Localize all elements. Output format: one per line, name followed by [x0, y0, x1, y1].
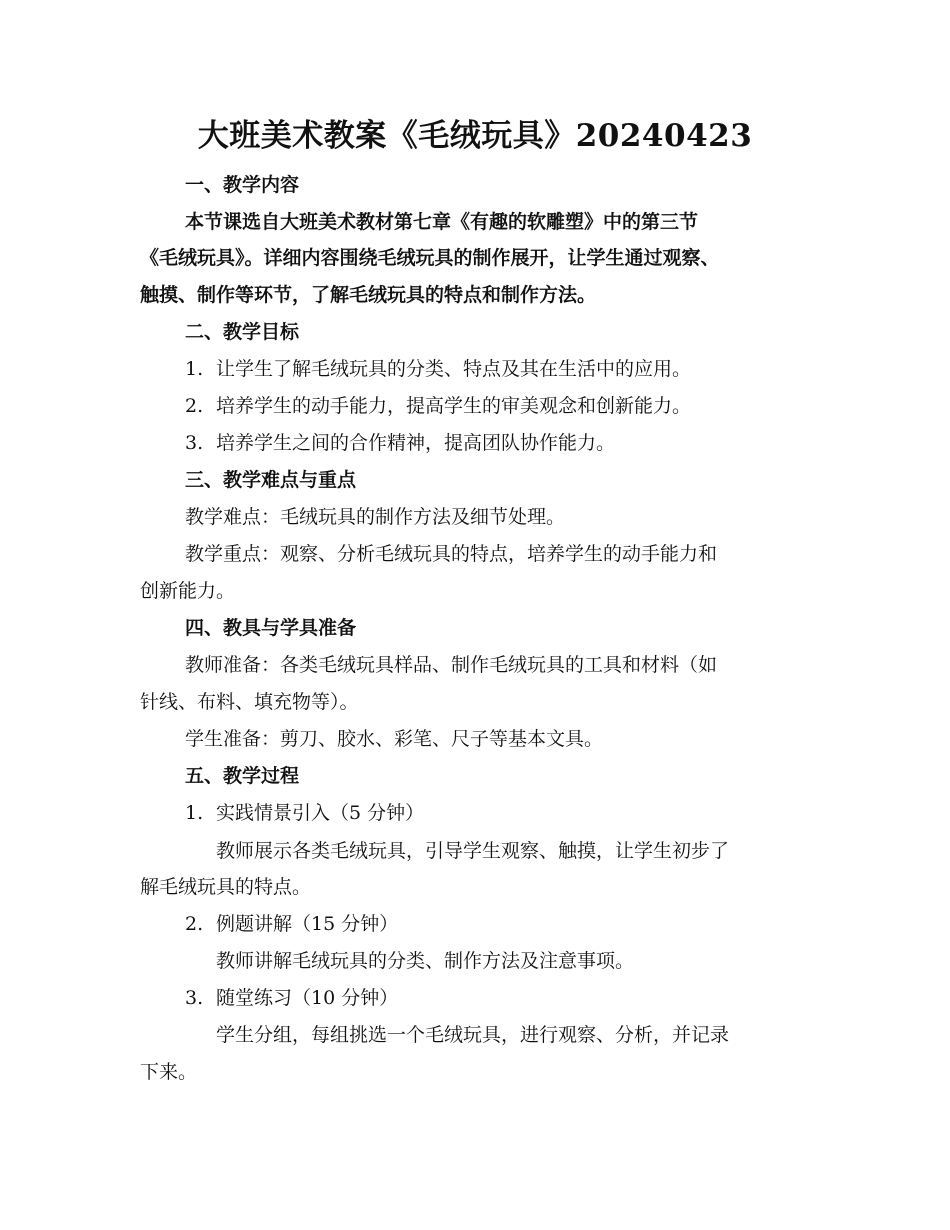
step-description-line: 下来。	[140, 1061, 198, 1083]
difficulty-paragraph: 教学难点：毛绒玩具的制作方法及细节处理。	[185, 506, 566, 528]
step-description-line: 解毛绒玩具的特点。	[140, 876, 312, 898]
step-description-line: 学生分组，每组挑选一个毛绒玩具，进行观察、分析，并记录	[216, 1024, 730, 1046]
document-title: 大班美术教案《毛绒玩具》20240423	[197, 118, 753, 154]
goal-number: 2.	[185, 395, 204, 417]
goal-item: 让学生了解毛绒玩具的分类、特点及其在生活中的应用。	[216, 358, 692, 380]
content-paragraph-line: 触摸、制作等环节，了解毛绒玩具的特点和制作方法。	[140, 284, 597, 306]
step-number: 1.	[185, 802, 204, 824]
goal-number: 3.	[185, 432, 204, 454]
content-paragraph-line: 《毛绒玩具》。详细内容围绕毛绒玩具的制作展开，让学生通过观察、	[140, 247, 720, 269]
goal-item: 培养学生之间的合作精神，提高团队协作能力。	[216, 432, 616, 454]
step-number: 3.	[185, 987, 204, 1009]
section-heading-goals: 二、教学目标	[185, 321, 300, 343]
step-number: 2.	[185, 913, 204, 935]
section-heading-prep: 四、教具与学具准备	[185, 617, 357, 639]
section-heading-content: 一、教学内容	[185, 174, 300, 196]
section-heading-difficulties: 三、教学难点与重点	[185, 469, 357, 491]
step-title: 随堂练习（10 分钟）	[216, 987, 399, 1009]
content-paragraph-line: 本节课选自大班美术教材第七章《有趣的软雕塑》中的第三节	[185, 211, 699, 233]
goal-item: 培养学生的动手能力，提高学生的审美观念和创新能力。	[216, 395, 692, 417]
section-heading-process: 五、教学过程	[185, 765, 300, 787]
teacher-prep-line: 针线、布料、填充物等）。	[140, 691, 359, 713]
step-title: 例题讲解（15 分钟）	[216, 913, 399, 935]
teacher-prep-line: 教师准备：各类毛绒玩具样品、制作毛绒玩具的工具和材料（如	[185, 654, 718, 676]
step-description-line: 教师展示各类毛绒玩具，引导学生观察、触摸，让学生初步了	[216, 840, 730, 862]
step-title: 实践情景引入（5 分钟）	[216, 802, 425, 824]
goal-number: 1.	[185, 358, 204, 380]
step-description-line: 教师讲解毛绒玩具的分类、制作方法及注意事项。	[216, 950, 635, 972]
student-prep-line: 学生准备：剪刀、胶水、彩笔、尺子等基本文具。	[185, 728, 604, 750]
key-point-paragraph-line: 创新能力。	[140, 580, 236, 602]
key-point-paragraph-line: 教学重点：观察、分析毛绒玩具的特点，培养学生的动手能力和	[185, 543, 718, 565]
